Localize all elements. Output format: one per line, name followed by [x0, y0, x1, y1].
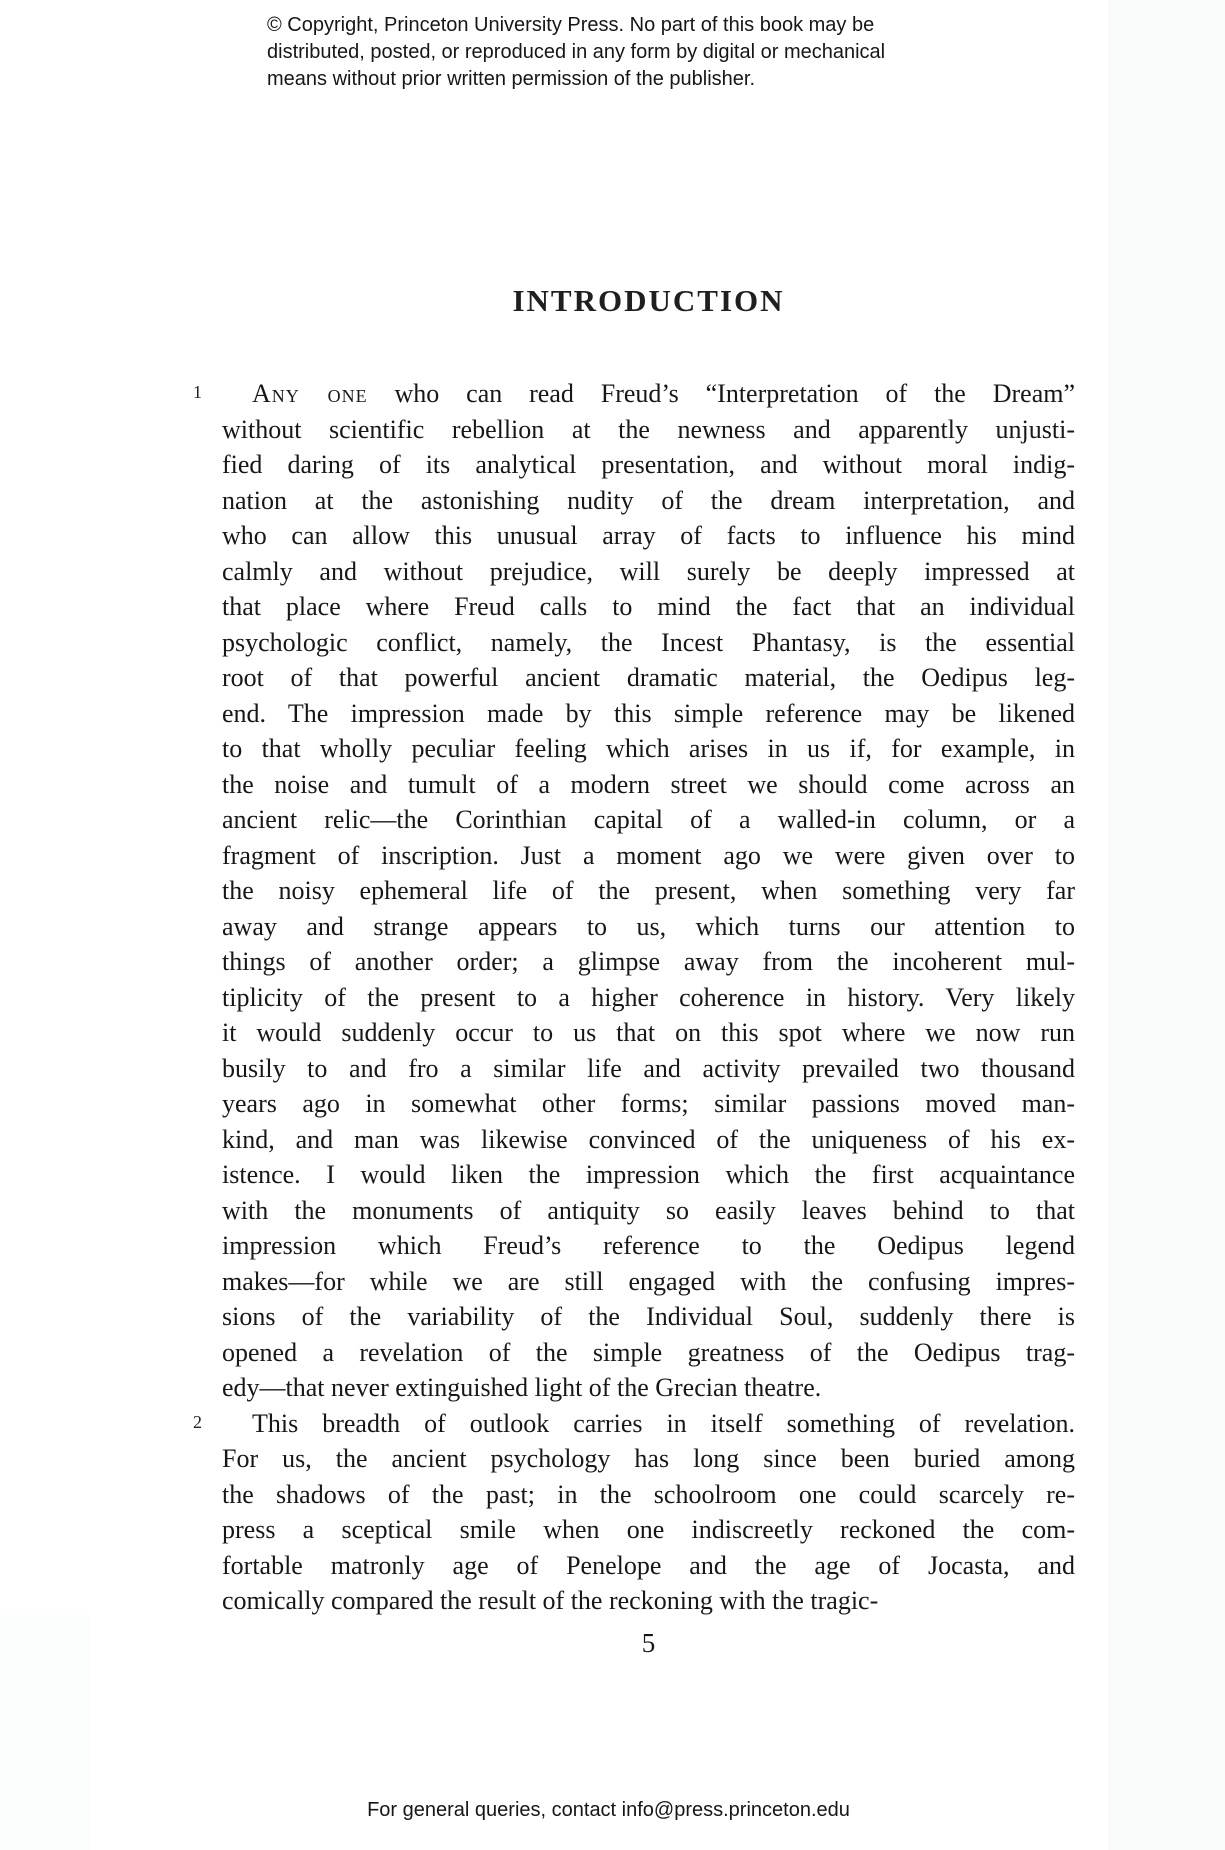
body-line: calmly and without prejudice, will surely be deeply impressed at [222, 556, 1075, 586]
body-line: kind, and man was likewise convinced of the uniqueness of his ex- [222, 1124, 1075, 1154]
body-line: sions of the variability of the Individual Soul, suddenly there is [222, 1302, 1075, 1331]
paragraph-number: 1 [193, 382, 202, 402]
body-line: to that wholly peculiar feeling which arises in us if, for example, in [222, 734, 1075, 763]
body-line: opened a revelation of the simple greatness of the Oedipus trag- [222, 1337, 1075, 1367]
body-line: psychologic conflict, namely, the Incest Phantasy, is the essential [222, 627, 1075, 657]
body-text [193, 376, 1075, 1619]
body-line: istence. I would liken the impression which the first acquaintance [222, 1160, 1075, 1189]
body-line: ancient relic—the Corinthian capital of a walled-in column, or a [222, 805, 1075, 834]
body-line: end. The impression made by this simple reference may be likened [222, 698, 1075, 728]
body-line: years ago in somewhat other forms; similar passions moved man- [222, 1089, 1075, 1118]
body-paragraph [193, 376, 1075, 1406]
body-line: the noisy ephemeral life of the present, when something very far [222, 876, 1075, 905]
body-line: away and strange appears to us, which turns our attention to [222, 911, 1075, 941]
body-line: the noise and tumult of a modern street we should come across an [222, 769, 1075, 799]
body-line: This breadth of outlook carries in itself something of revelation. [252, 1408, 1075, 1438]
paragraph-number: 2 [193, 1411, 202, 1432]
body-line: with the monuments of antiquity so easily leaves behind to that [222, 1195, 1075, 1225]
body-line: fortable matronly age of Penelope and the age of Jocasta, and [222, 1550, 1075, 1580]
body-line: For us, the ancient psychology has long since been buried among [222, 1444, 1075, 1473]
smallcaps-lead: Any one [252, 379, 368, 408]
copyright-line: means without prior written permission of the publisher. [267, 68, 756, 90]
body-line: the shadows of the past; in the schoolroom one could scarcely re- [222, 1479, 1075, 1509]
body-line: who can allow this unusual array of facts to influence his mind [222, 521, 1075, 550]
page-number: 5 [641, 1628, 656, 1658]
body-line: press a sceptical smile when one indiscreetly reckoned the com- [222, 1515, 1075, 1544]
body-line: Any one who can read Freud’s “Interpretation of the Dream” [252, 379, 1075, 408]
body-line: comically compared the result of the reckoning with the tragic- [222, 1586, 879, 1615]
body-line: fragment of inscription. Just a moment ago we were given over to [222, 840, 1075, 870]
body-line: fied daring of its analytical presentation, and without moral indig- [222, 450, 1075, 479]
body-line: it would suddenly occur to us that on this spot where we now run [222, 1018, 1075, 1047]
scan-shade-band [1108, 0, 1225, 1850]
body-line: things of another order; a glimpse away from the incoherent mul- [222, 947, 1075, 976]
body-line: root of that powerful ancient dramatic material, the Oedipus leg- [222, 663, 1075, 692]
body-line: tiplicity of the present to a higher coherence in history. Very likely [222, 982, 1075, 1012]
chapter-heading: INTRODUCTION [512, 283, 785, 318]
body-line: nation at the astonishing nudity of the dream interpretation, and [222, 485, 1075, 515]
body-paragraph [193, 1406, 1075, 1619]
body-line: without scientific rebellion at the newness and apparently unjusti- [222, 414, 1075, 444]
footer-contact: For general queries, contact info@press.princeton.edu [367, 1799, 850, 1821]
body-line: makes—for while we are still engaged with the confusing impres- [222, 1266, 1075, 1296]
body-line: impression which Freud’s reference to the Oedipus legend [222, 1231, 1075, 1260]
body-line: busily to and fro a similar life and activity prevailed two thousand [222, 1053, 1075, 1083]
body-line: that place where Freud calls to mind the fact that an individual [222, 592, 1075, 621]
copyright-notice [267, 12, 885, 93]
body-line: edy—that never extinguished light of the Grecian theatre. [222, 1373, 822, 1402]
copyright-line: © Copyright, Princeton University Press. No part of this book may be [267, 14, 875, 36]
copyright-line: distributed, posted, or reproduced in any form by digital or mechanical [267, 41, 886, 63]
